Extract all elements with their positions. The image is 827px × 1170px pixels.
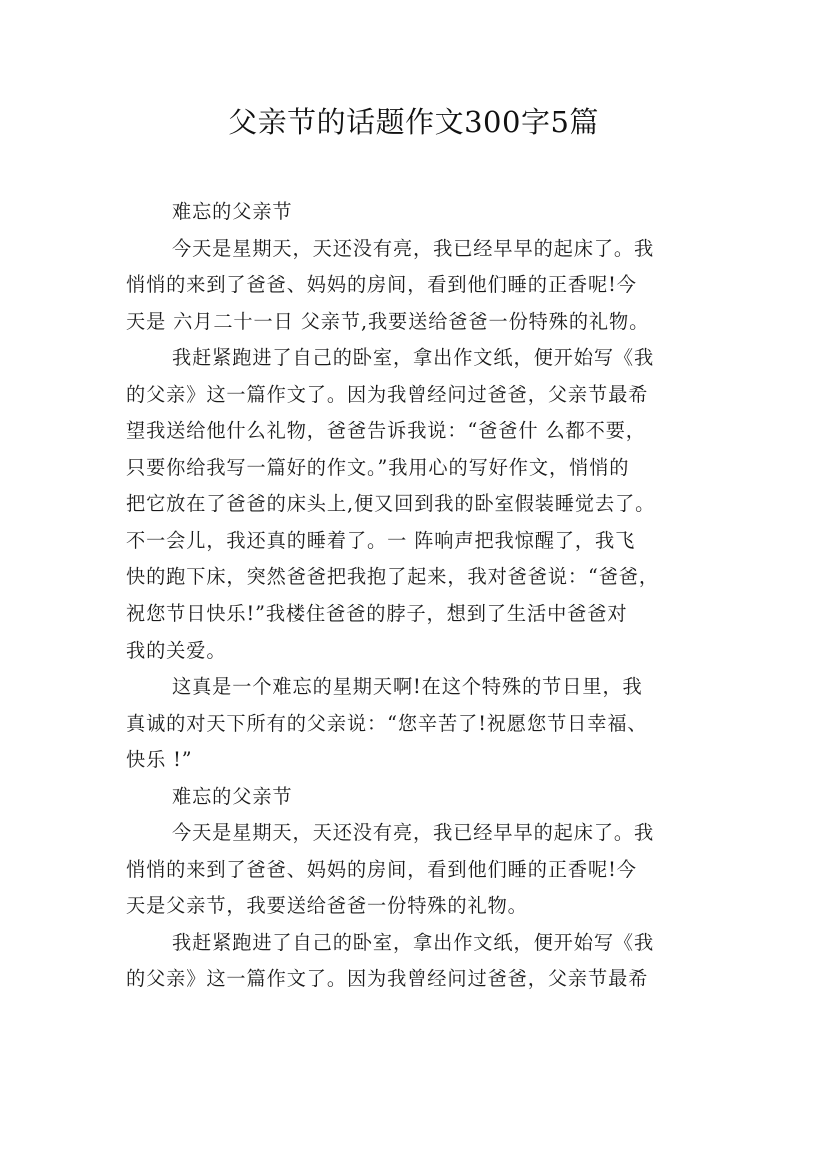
- document-title: 父亲节的话题作文300字5篇: [228, 105, 599, 139]
- text-line: 望我送给他什么礼物，爸爸告诉我说：“爸爸什 么都不要，: [126, 419, 646, 443]
- text-line: 祝您节日快乐!”我楼住爸爸的脖子，想到了生活中爸爸对: [126, 602, 628, 626]
- text-line: 天是 六月二十一日 父亲节,我要送给爸爸一份特殊的礼物。: [126, 309, 650, 333]
- section-heading: 难忘的父亲节: [172, 200, 293, 223]
- text-line: 快的跑下床，突然爸爸把我抱了起来，我对爸爸说：“爸爸，: [126, 565, 659, 589]
- section-heading: 难忘的父亲节: [172, 784, 293, 808]
- text-line: 把它放在了爸爸的床头上,便又回到我的卧室假装睡觉去了。: [126, 492, 656, 516]
- text-line: 我赶紧跑进了自己的卧室，拿出作文纸，便开始写《我: [172, 346, 655, 370]
- text-line: 这真是一个难忘的星期天啊!在这个特殊的节日里，我: [172, 675, 643, 699]
- text-line: 悄悄的来到了爸爸、妈妈的房间，看到他们睡的正香呢!今: [126, 857, 637, 881]
- text-line: 今天是星期天，天还没有亮，我已经早早的起床了。我: [172, 236, 655, 260]
- text-line: 天是父亲节，我要送给爸爸一份特殊的礼物。: [126, 894, 528, 918]
- text-line: 不一会儿，我还真的睡着了。一 阵响声把我惊醒了，我飞: [126, 528, 636, 552]
- text-line: 快乐 !”: [126, 748, 193, 772]
- text-line: 只要你给我写一篇好的作文。”我用心的写好作文，悄悄的: [126, 455, 630, 479]
- text-line: 我赶紧跑进了自己的卧室，拿出作文纸，便开始写《我: [172, 930, 655, 954]
- text-line: 真诚的对天下所有的父亲说：“您辛苦了!祝愿您节日幸福、: [126, 711, 648, 735]
- text-line: 悄悄的来到了爸爸、妈妈的房间，看到他们睡的正香呢!今: [126, 273, 637, 297]
- document-body: [126, 194, 706, 998]
- text-line: 今天是星期天，天还没有亮，我已经早早的起床了。我: [172, 821, 655, 845]
- text-line: 我的关爱。: [126, 638, 227, 662]
- text-line: 的父亲》这一篇作文了。因为我曾经问过爸爸，父亲节最希: [126, 967, 649, 991]
- text-line: 的父亲》这一篇作文了。因为我曾经问过爸爸，父亲节最希: [126, 382, 649, 406]
